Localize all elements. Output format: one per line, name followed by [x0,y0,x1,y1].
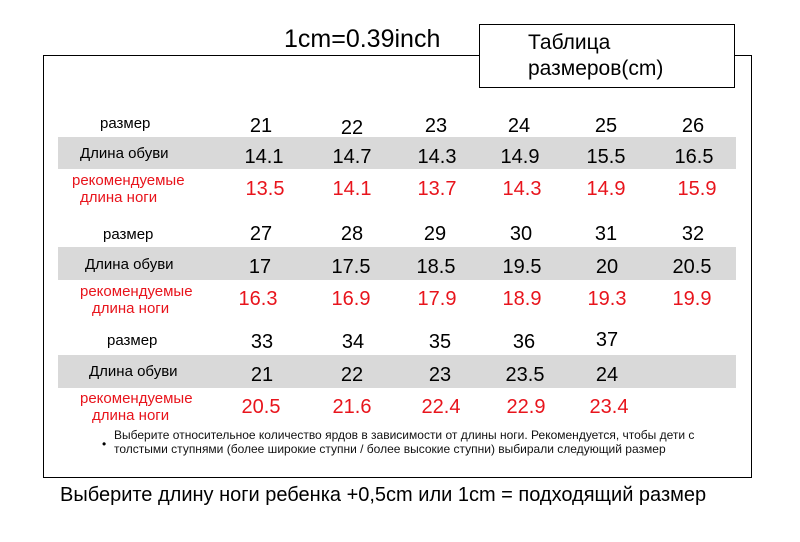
size-value: 22 [340,117,364,139]
size-value: 37 [595,329,619,351]
size-label: размер [107,332,158,349]
size-value: 34 [341,331,365,353]
shoe-length-value: 14.9 [500,146,540,168]
foot-length-value: 20.5 [241,396,281,418]
shoe-length-value: 22 [340,364,364,386]
size-value: 29 [423,223,447,245]
shoe-length-value: 14.7 [332,146,372,168]
shoe-length-label: Длина обуви [85,256,174,273]
table-title-box [479,24,735,88]
shoe-length-label: Длина обуви [89,363,178,380]
size-value: 31 [594,223,618,245]
size-value: 27 [249,223,273,245]
size-value: 26 [681,115,705,137]
size-value: 35 [428,331,452,353]
shoe-length-value: 23 [428,364,452,386]
shoe-length-value: 17 [248,256,272,278]
foot-length-value: 22.4 [421,396,461,418]
foot-length-value: 13.7 [417,178,457,200]
note-bullet: • [102,437,107,451]
size-label: размер [103,226,154,243]
foot-length-value: 18.9 [502,288,542,310]
shoe-length-value: 15.5 [586,146,626,168]
foot-length-value: 21.6 [332,396,372,418]
shoe-length-label: Длина обуви [80,145,169,162]
foot-length-label: длина ноги [92,300,170,317]
size-value: 36 [512,331,536,353]
foot-length-value: 19.9 [672,288,712,310]
shoe-length-value: 16.5 [674,146,714,168]
size-value: 28 [340,223,364,245]
size-value: 23 [424,115,448,137]
footer-recommendation: Выберите длину ноги ребенка +0,5cm или 1cm = подходящий размер [60,484,707,506]
shoe-length-value: 24 [595,364,619,386]
foot-length-label: длина ноги [80,189,158,206]
foot-length-value: 19.3 [587,288,627,310]
size-value: 30 [509,223,533,245]
shoe-length-value: 23.5 [505,364,545,386]
foot-length-value: 14.9 [586,178,626,200]
foot-length-value: 13.5 [245,178,285,200]
shoe-length-value: 21 [250,364,274,386]
foot-length-label: длина ноги [92,407,170,424]
shoe-length-value: 18.5 [416,256,456,278]
table-title: Таблица размеров(cm) [528,31,664,80]
size-note: Выберите относительное количество ярдов в зависимости от длины ноги. Рекомендуется, чтобы дети с толстыми ступнями (более широкие ступни / более высокие ступни) выбирали следующий размер [114,428,695,456]
foot-length-value: 23.4 [589,396,629,418]
foot-length-value: 14.1 [332,178,372,200]
foot-length-value: 16.3 [238,288,278,310]
shoe-length-value: 14.1 [244,146,284,168]
shoe-length-value: 20.5 [672,256,712,278]
shoe-length-value: 20 [595,256,619,278]
shoe-length-value: 19.5 [502,256,542,278]
size-value: 25 [594,115,618,137]
foot-length-value: 16.9 [331,288,371,310]
shoe-length-value: 14.3 [417,146,457,168]
foot-length-value: 17.9 [417,288,457,310]
shoe-length-value: 17.5 [331,256,371,278]
foot-length-value: 14.3 [502,178,542,200]
size-value: 32 [681,223,705,245]
recommended-label: рекомендуемые [72,172,185,189]
recommended-label: рекомендуемые [80,390,193,407]
size-label: размер [100,115,151,132]
size-value: 21 [249,115,273,137]
foot-length-value: 15.9 [677,178,717,200]
size-value: 24 [507,115,531,137]
size-value: 33 [250,331,274,353]
conversion-note: 1cm=0.39inch [284,25,441,53]
recommended-label: рекомендуемые [80,283,193,300]
foot-length-value: 22.9 [506,396,546,418]
